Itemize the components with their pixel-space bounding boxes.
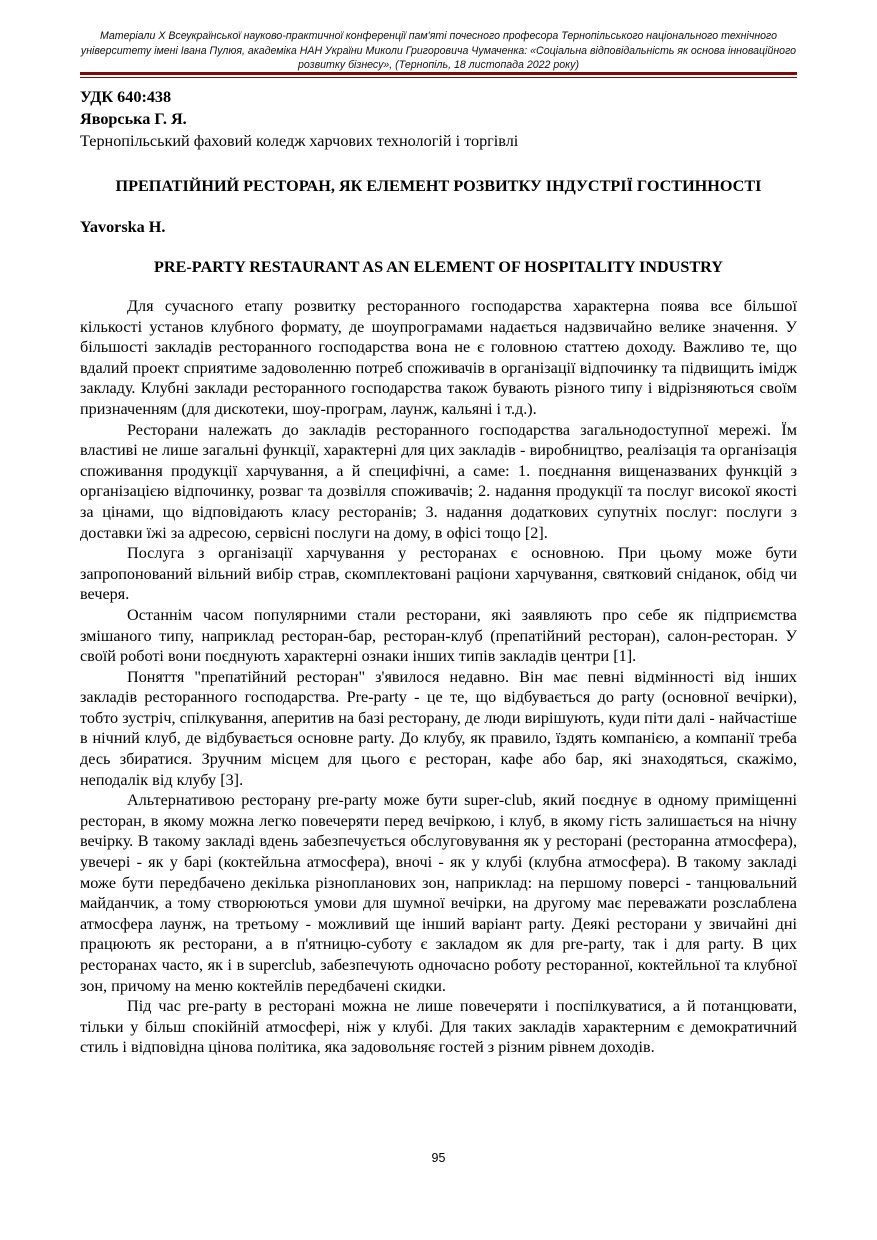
paragraph: Останнім часом популярними стали ресторани, які заявляють про себе як підприємства змішаного типу, наприклад ресторан-бар, ресторан-клуб (препатійний ресторан), салон-ресторан. У своїй роботі вони поєднують характерні ознаки інших типів закладів центри [1]. <box>80 605 797 666</box>
header-rule-thin <box>80 77 797 78</box>
title-en: PRE-PARTY RESTAURANT AS AN ELEMENT OF HOSPITALITY INDUSTRY <box>154 258 723 276</box>
paragraph: Альтернативою ресторану pre-party може бути super-club, який поєднує в одному приміщенні ресторан, в якому можна легко повечеряти перед вечіркою, і клуб, в якому гість залишається на нічну вечірку. В такому закладі вдень забезпечується обслуговування як у ресторані (ресторанна атмосфера), увечері - як у барі (коктейльна атмосфера), вночі - як у клубі (клубна атмосфера). В такому закладі може бути передбачено декілька різнопланових зон, наприклад: на першому поверсі - танцювальний майданчик, а тому створюються умови для шумної вечірки, на другому має переважати розслаблена атмосфера лаунж, на третьому - можливий ще інший варіант party. Деякі ресторани у звичайні дні працюють як ресторани, а в п'ятницю-суботу є закладом як для pre-party, так і для party. В цих ресторанах часто, як і в superclub, забезпечують одночасно роботу ресторанної, коктейльної та клубної зон, причому на меню коктейлів передбачені скидки. <box>80 791 797 995</box>
title-ua: ПРЕПАТІЙНИЙ РЕСТОРАН, ЯК ЕЛЕМЕНТ РОЗВИТКУ ІНДУСТРІЇ ГОСТИННОСТІ <box>115 177 762 195</box>
article-body <box>80 296 797 1058</box>
article <box>80 86 797 1058</box>
paragraph: Під час pre-party в ресторані можна не лише повечеряти і поспілкуватися, а й потанцювати, тільки у більш спокійній атмосфері, ніж у клубі. Для таких закладів характерним є демократичний стиль і відповідна цінова політика, яка задовольняє гостей з різним рівнем доходів. <box>80 997 797 1057</box>
paragraph: Ресторани належать до закладів ресторанного господарства загальнодоступної мережі. Їм властиві не лише загальні функції, характерні для цих закладів - виробництво, реалізація та організація споживання продукції харчування, а й специфічні, а саме: 1. поєднання вищеназваних функцій з організацією відпочинку, розваг та дозвілля споживачів; 2. надання продукції та послуг високої якості за цінами, що відповідають класу ресторанів; 3. надання додаткових супутніх послуг: послуги з доставки їжі за адресою, сервісні послуги на дому, в офісі тощо [2]. <box>80 420 797 542</box>
paragraph: Для сучасного етапу розвитку ресторанного господарства характерна поява все більшої кількості установ клубного формату, де шоупрограмами надається надзвичайно велике значення. У більшості закладів ресторанного господарства вона не є головною статтею доходу. Важливо те, що вдалий проект сприятиме задоволенню потреб споживачів в організації відпочинку та підвищить імідж закладу. Клубні заклади ресторанного господарства також бувають різного типу і відрізняються своїм призначенням (для дискотеки, шоу-програм, лаунж, кальяні і т.д.). <box>80 297 797 418</box>
conference-header: Матеріали Х Всеукраїнської науково-практичної конференції пам'яті почесного професора Тернопільського національного технічного університету імені Івана Пулюя, академіка НАН України Миколи Григоровича Чумаченка: «Соціальна відповідальність як основа інноваційного розвитку бізнесу», (Тернопіль, 18 листопада 2022 року) <box>80 30 797 71</box>
header-rule-thick <box>80 72 797 75</box>
author-en: Yavorska H. <box>80 218 166 236</box>
page-number: 95 <box>431 1151 446 1165</box>
paragraph: Послуга з організації харчування у ресторанах є основною. При цьому може бути запропонований вільний вибір страв, скомплектовані раціони харчування, святковий сніданок, обід чи вечеря. <box>80 544 797 604</box>
paragraph: Поняття "препатійний ресторан" з'явилося недавно. Він має певні відмінності від інших закладів ресторанного господарства. Pre-party - це те, що відбувається до party (основної вечірки), тобто зустріч, спілкування, аперитив на базі ресторану, де люди вирішують, куди піти далі - найчастіше в нічний клуб, де відбувається основне party. До клубу, як правило, їздять компанією, а компанії треба десь збиратися. Зручним місцем для цього є ресторан, кафе або бар, які знаходяться, скажімо, неподалік від клубу [3]. <box>80 667 797 789</box>
author-ua: Яворська Г. Я. <box>80 110 187 128</box>
udk-code: УДК 640:438 <box>80 88 172 106</box>
organization: Тернопільський фаховий коледж харчових технологій і торгівлі <box>80 132 519 150</box>
